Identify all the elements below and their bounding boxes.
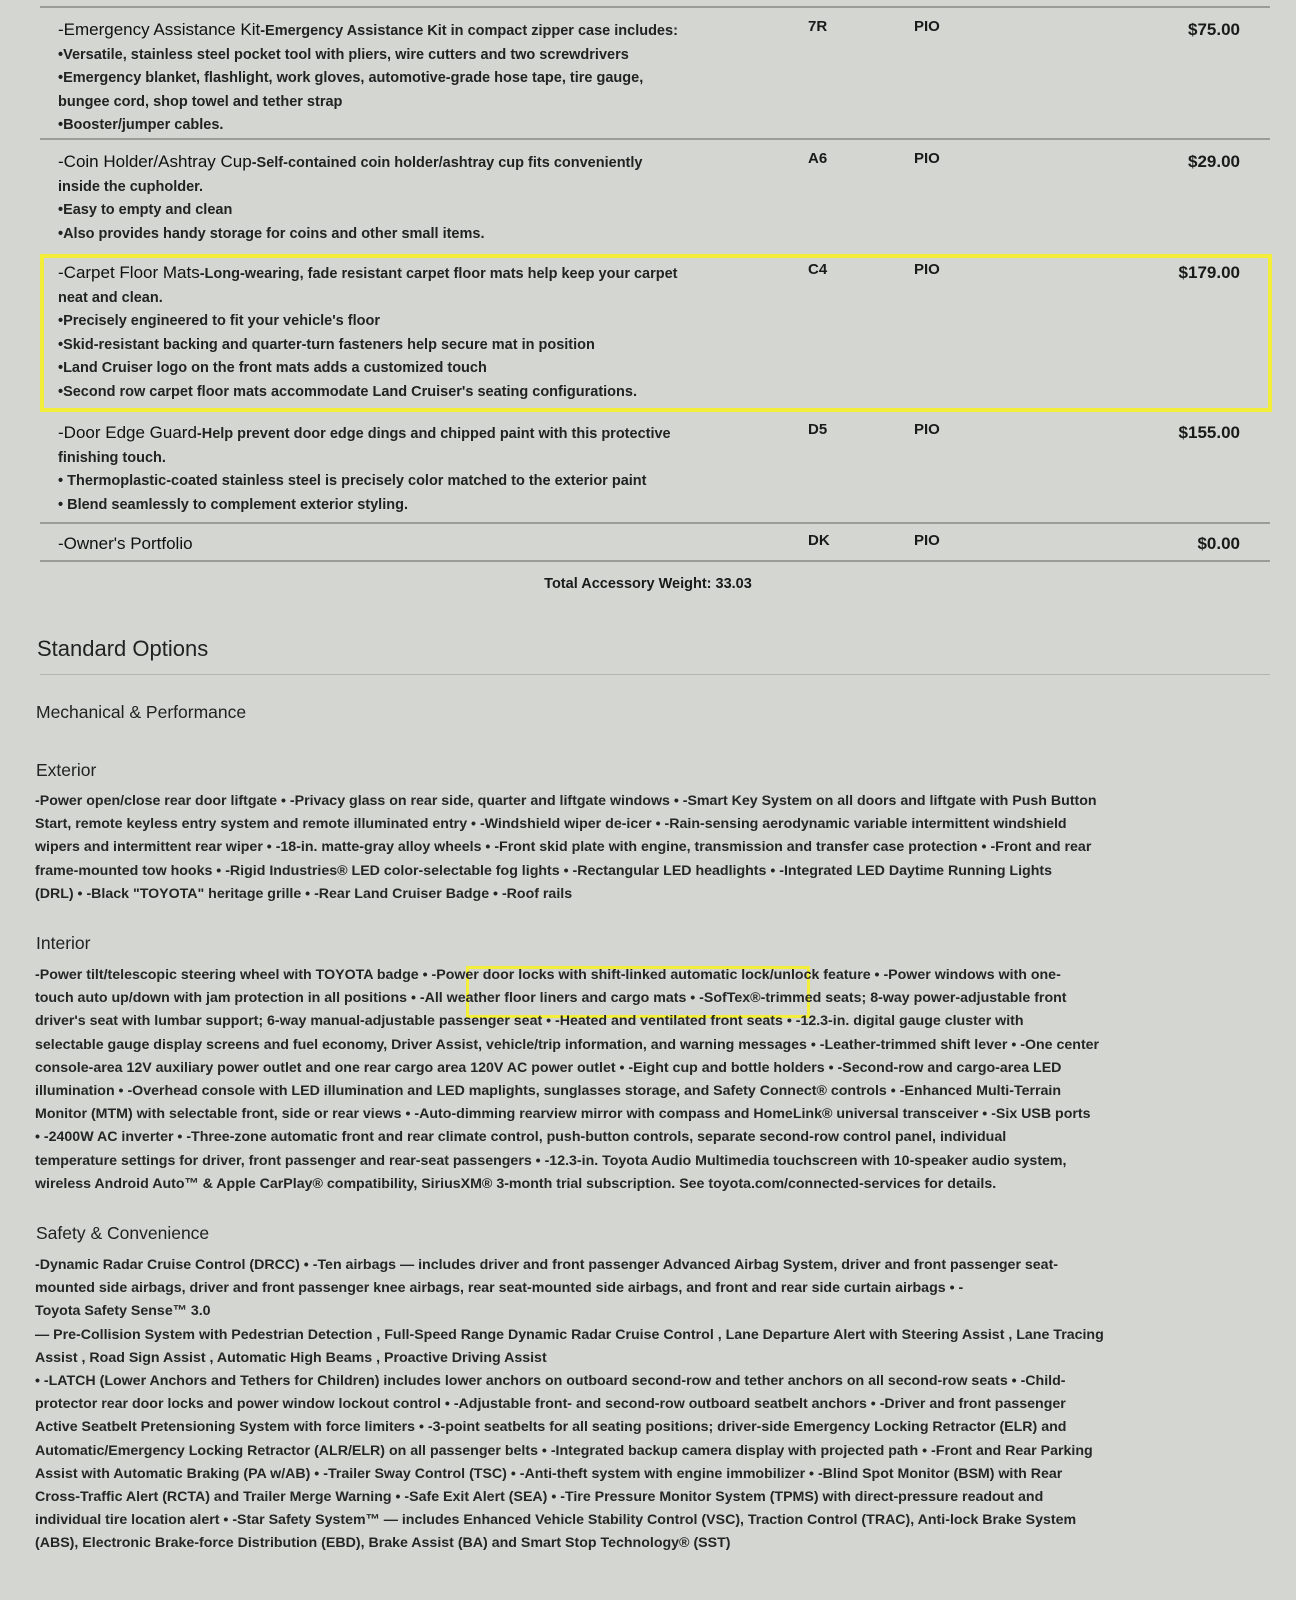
- accessory-line: -Long-wearing, fade resistant carpet floor mats help keep your carpet: [199, 266, 678, 282]
- feature-line: wireless Android Auto™ & Apple CarPlay® compatibility, SiriusXM® 3-month trial subscription. See toyota.com/connected-services for details.: [35, 1175, 997, 1192]
- feature-line: Assist , Road Sign Assist , Automatic High Beams , Proactive Driving Assist: [35, 1349, 547, 1366]
- feature-line: (DRL) • -Black "TOYOTA" heritage grille • -Rear Land Cruiser Badge • -Roof rails: [35, 885, 573, 902]
- divider: [40, 674, 1270, 675]
- accessory-price: $0.00: [1197, 534, 1240, 553]
- feature-line: touch auto up/down with jam protection in all positions • -All weather floor liners and cargo mats • -SofTex®-trimmed seats; 8-way power-adjustable front: [35, 990, 1067, 1007]
- accessory-description: [58, 18, 798, 138]
- divider: [40, 522, 1270, 524]
- feature-line: driver's seat with lumbar support; 6-way manual-adjustable passenger seat • -Heated and ventilated front seats • -12.3-in. digital gauge cluster with: [35, 1013, 1024, 1030]
- accessory-line: • Thermoplastic-coated stainless steel is precisely color matched to the exterior paint: [58, 473, 647, 489]
- feature-line: protector rear door locks and power window lockout control • -Adjustable front- and second-row outboard seatbelt anchors • -Driver and front passenger: [35, 1396, 1066, 1413]
- safety-features: [35, 1254, 1265, 1556]
- accessory-line: neat and clean.: [58, 289, 163, 306]
- feature-line: Active Seatbelt Pretensioning System with force limiters • -3-point seatbelts for all seating positions; driver-side Emergency Locking Retractor (ELR) and: [35, 1419, 1067, 1436]
- feature-line: wipers and intermittent rear wiper • -18-in. matte-gray alloy wheels • -Front skid plate with engine, transmission and transfer case protection • -Front and rear: [35, 839, 1092, 856]
- safety-heading: Safety & Convenience: [36, 1223, 210, 1243]
- feature-line: mounted side airbags, driver and front passenger knee airbags, rear seat-mounted side airbags, and front and rear side curtain airbags • -: [35, 1280, 964, 1297]
- accessory-line: -Emergency Assistance Kit in compact zipper case includes:: [260, 23, 678, 39]
- feature-line: individual tire location alert • -Star Safety System™ — includes Enhanced Vehicle Stability Control (VSC), Traction Control (TRAC), Anti-lock Brake System: [35, 1512, 1077, 1529]
- interior-features: [35, 964, 1265, 1196]
- accessory-name: -Coin Holder/Ashtray Cup: [58, 152, 252, 171]
- accessory-line: •Booster/jumper cables.: [58, 117, 224, 133]
- feature-line: Monitor (MTM) with selectable front, side or rear views • -Auto-dimming rearview mirror with compass and HomeLink® universal transceiver • -Six USB ports: [35, 1106, 1091, 1123]
- accessory-description: [58, 261, 798, 404]
- exterior-features: [35, 790, 1265, 906]
- accessory-price: $155.00: [1178, 423, 1240, 442]
- total-accessory-weight: Total Accessory Weight: 33.03: [544, 576, 752, 592]
- accessory-line: -Help prevent door edge dings and chipped paint with this protective: [196, 426, 671, 442]
- accessory-name: -Emergency Assistance Kit: [58, 20, 261, 39]
- feature-line: frame-mounted tow hooks • -Rigid Industries® LED color-selectable fog lights • -Rectangular LED headlights • -Integrated LED Daytime Running Lights: [35, 862, 1052, 879]
- feature-line: • -LATCH (Lower Anchors and Tethers for Children) includes lower anchors on outboard second-row and tether anchors on all second-row seats • -Child-: [35, 1373, 1066, 1390]
- exterior-heading: Exterior: [36, 760, 97, 780]
- feature-line: Start, remote keyless entry system and remote illuminated entry • -Windshield wiper de-icer • -Rain-sensing aerodynamic variable intermittent windshield: [35, 816, 1067, 833]
- accessory-line: •Versatile, stainless steel pocket tool with pliers, wire cutters and two screwdrivers: [58, 46, 629, 63]
- standard-options-title: Standard Options: [37, 636, 209, 661]
- divider: [40, 138, 1270, 140]
- accessory-code: DK: [808, 532, 830, 549]
- feature-line: Automatic/Emergency Locking Retractor (ALR/ELR) on all passenger belts • -Integrated backup camera display with projected path • -Front and Rear Parking: [35, 1442, 1093, 1459]
- feature-line: (ABS), Electronic Brake-force Distribution (EBD), Brake Assist (BA) and Smart Stop Technology® (SST): [35, 1535, 731, 1552]
- accessory-description: [58, 421, 798, 517]
- feature-line: illumination • -Overhead console with LED illumination and LED maplights, sunglasses storage, and Safety Connect® controls • -Enhanced Multi-Terrain: [35, 1083, 1062, 1100]
- feature-line: -Power tilt/telescopic steering wheel with TOYOTA badge • -Power door locks with shift-linked automatic lock/unlock feature • -Power windows with one-: [35, 967, 1061, 983]
- accessory-description: [58, 532, 798, 558]
- divider: [40, 6, 1270, 8]
- feature-line: — Pre-Collision System with Pedestrian Detection , Full-Speed Range Dynamic Radar Cruise Control , Lane Departure Alert with Steering Assist , Lane Tracing: [35, 1326, 1104, 1343]
- accessory-code: D5: [808, 421, 828, 438]
- accessory-line: •Easy to empty and clean: [58, 202, 233, 218]
- accessory-install-type: PIO: [914, 261, 940, 278]
- accessory-line: bungee cord, shop towel and tether strap: [58, 93, 343, 110]
- feature-line: selectable gauge display screens and fuel economy, Driver Assist, vehicle/trip information, and warning messages • -Leather-trimmed shift lever • -One center: [35, 1036, 1100, 1053]
- mechanical-heading: Mechanical & Performance: [36, 702, 247, 722]
- accessory-code: A6: [808, 150, 828, 167]
- accessory-line: •Second row carpet floor mats accommodate Land Cruiser's seating configurations.: [58, 383, 637, 400]
- divider: [40, 560, 1270, 562]
- interior-heading: Interior: [36, 933, 91, 953]
- accessory-code: C4: [808, 261, 828, 278]
- feature-line: console-area 12V auxiliary power outlet and one rear cargo area 120V AC power outlet • -Eight cup and bottle holders • -Second-row and cargo-area LED: [35, 1059, 1062, 1076]
- accessory-name: -Door Edge Guard: [58, 423, 197, 442]
- accessory-line: finishing touch.: [58, 449, 166, 466]
- feature-line: • -2400W AC inverter • -Three-zone automatic front and rear climate control, push-button controls, separate second-row control panel, individual: [35, 1129, 1007, 1146]
- accessory-line: •Skid-resistant backing and quarter-turn fasteners help secure mat in position: [58, 336, 595, 353]
- accessory-line: • Blend seamlessly to complement exterior styling.: [58, 496, 408, 513]
- accessory-line: •Emergency blanket, flashlight, work gloves, automotive-grade hose tape, tire gauge,: [58, 70, 644, 86]
- accessory-price: $75.00: [1188, 20, 1240, 39]
- accessory-install-type: PIO: [914, 532, 940, 549]
- accessory-line: •Precisely engineered to fit your vehicle's floor: [58, 313, 380, 329]
- accessory-code: 7R: [808, 18, 828, 35]
- accessory-line: -Self-contained coin holder/ashtray cup fits conveniently: [251, 155, 643, 171]
- feature-line: Cross-Traffic Alert (RCTA) and Trailer Merge Warning • -Safe Exit Alert (SEA) • -Tire Pressure Monitor System (TPMS) with direct-pressure readout and: [35, 1489, 1044, 1506]
- feature-line: Toyota Safety Sense™ 3.0: [35, 1303, 211, 1320]
- accessory-name: -Owner's Portfolio: [58, 534, 193, 553]
- feature-line: -Dynamic Radar Cruise Control (DRCC) • -Ten airbags — includes driver and front passenger Advanced Airbag System, driver and front passenger seat-: [35, 1257, 1059, 1273]
- feature-line: temperature settings for driver, front passenger and rear-seat passengers • -12.3-in. Toyota Audio Multimedia touchscreen with 10-speaker audio system,: [35, 1152, 1067, 1169]
- accessory-line: inside the cupholder.: [58, 178, 204, 195]
- accessory-install-type: PIO: [914, 421, 940, 438]
- accessory-install-type: PIO: [914, 18, 940, 35]
- accessory-name: -Carpet Floor Mats: [58, 263, 200, 282]
- feature-line: Assist with Automatic Braking (PA w/AB) • -Trailer Sway Control (TSC) • -Anti-theft system with engine immobilizer • -Blind Spot Monitor (BSM) with Rear: [35, 1465, 1063, 1482]
- accessory-line: •Also provides handy storage for coins and other small items.: [58, 225, 485, 242]
- accessory-line: •Land Cruiser logo on the front mats adds a customized touch: [58, 360, 487, 376]
- feature-line: -Power open/close rear door liftgate • -Privacy glass on rear side, quarter and liftgate windows • -Smart Key System on all doors and liftgate with Push Button: [35, 793, 1097, 809]
- accessory-price: $179.00: [1178, 263, 1240, 282]
- accessory-price: $29.00: [1188, 152, 1240, 171]
- accessory-install-type: PIO: [914, 150, 940, 167]
- accessory-description: [58, 150, 798, 246]
